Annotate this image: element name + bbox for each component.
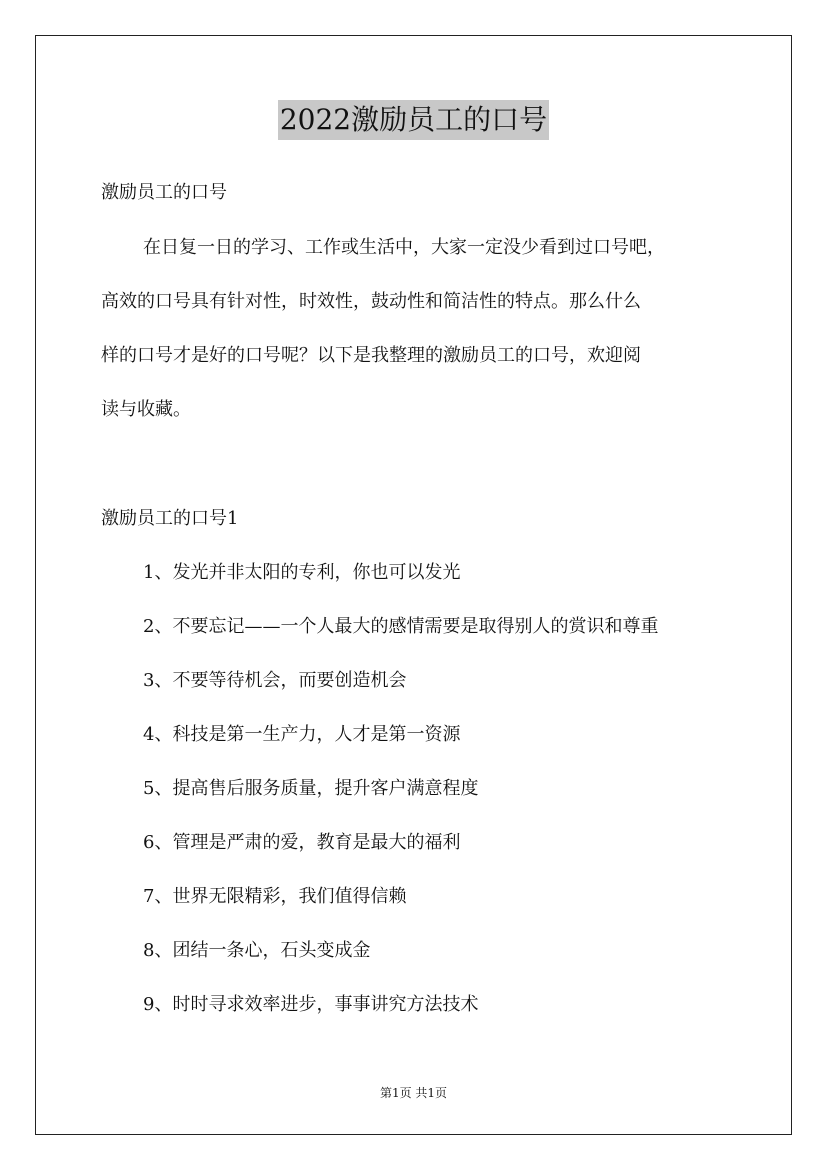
slogan-item-4: 4、科技是第一生产力，人才是第一资源 (143, 724, 461, 745)
section-heading: 激励员工的口号1 (101, 508, 239, 529)
slogan-item-5: 5、提高售后服务质量，提升客户满意程度 (143, 778, 479, 799)
document-title: 2022激励员工的口号 (278, 100, 549, 140)
intro-line-2: 高效的口号具有针对性，时效性，鼓动性和简洁性的特点。那么什么 (101, 291, 641, 312)
slogan-item-9: 9、时时寻求效率进步，事事讲究方法技术 (143, 994, 479, 1015)
slogan-item-2: 2、不要忘记——一个人最大的感情需要是取得别人的赏识和尊重 (143, 616, 659, 637)
intro-line-1: 在日复一日的学习、工作或生活中，大家一定没少看到过口号吧， (143, 237, 665, 258)
slogan-item-8: 8、团结一条心，石头变成金 (143, 940, 371, 961)
slogan-item-3: 3、不要等待机会，而要创造机会 (143, 670, 407, 691)
title-container (0, 100, 827, 140)
intro-line-4: 读与收藏。 (101, 399, 191, 420)
subtitle: 激励员工的口号 (101, 182, 227, 203)
intro-line-3: 样的口号才是好的口号呢？以下是我整理的激励员工的口号，欢迎阅 (101, 345, 641, 366)
slogan-item-6: 6、管理是严肃的爱，教育是最大的福利 (143, 832, 461, 853)
page-footer: 第1页 共1页 (379, 1086, 448, 1100)
slogan-item-7: 7、世界无限精彩，我们值得信赖 (143, 886, 407, 907)
slogan-item-1: 1、发光并非太阳的专利，你也可以发光 (143, 562, 461, 583)
